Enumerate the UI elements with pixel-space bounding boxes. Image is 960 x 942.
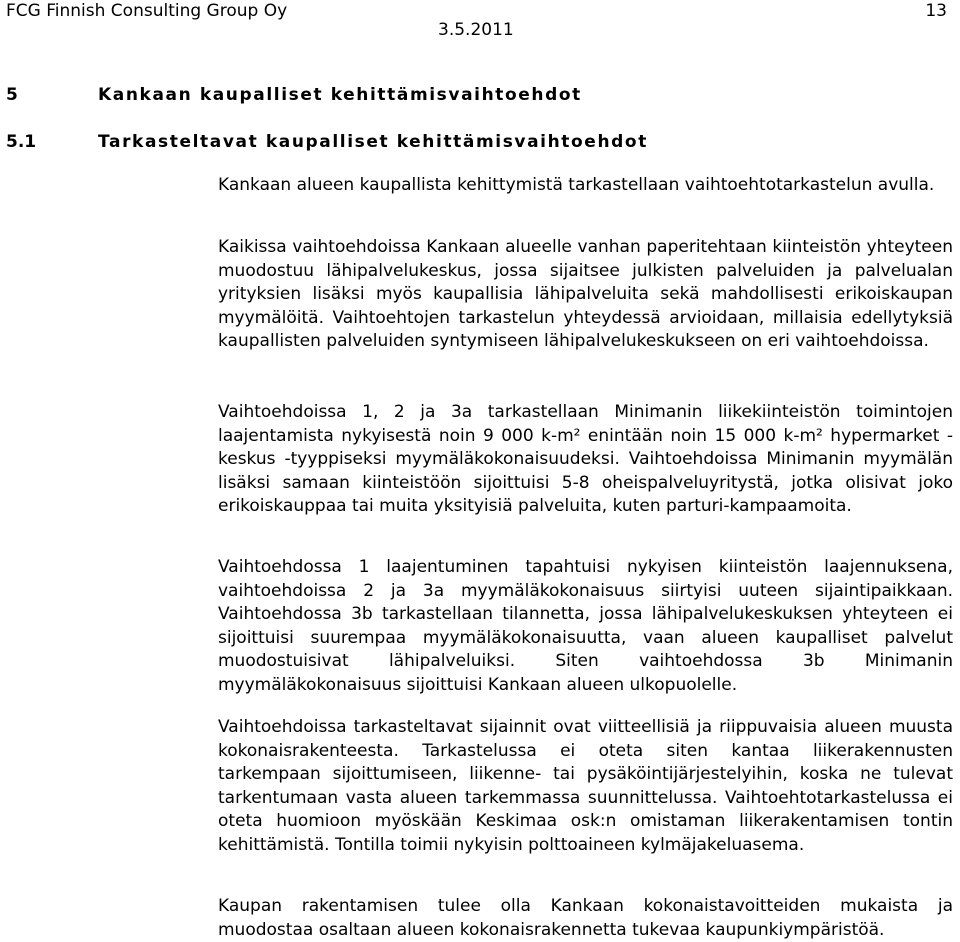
section-title: Kankaan kaupalliset kehittämisvaihtoehdot [98, 85, 582, 105]
paragraph-4 [218, 556, 953, 698]
paragraph-text: Vaihtoehdossa 1 laajentuminen tapahtuisi nykyisen kiinteistön laajennuksena, vaihtoehdoissa 2 ja 3a myymäläkokonaisuus siirtyisi uuteen sijaintipaikkaan. Vaihtoehdossa 3b tarkastellaan tilannetta, jossa lähipalvelukeskuksen yhteyteen ei sijoittuisi suurempaa myymäläkokonaisuutta, vaan alueen kaupalliset palvelut muodostuisivat lähipalveluiksi. Siten vaihtoehdossa 3b Minimanin myymäläkokonaisuus sijoittuisi Kankaan alueen ulkopuolelle. [218, 557, 953, 695]
subsection-title: Tarkasteltavat kaupalliset kehittämisvaihtoehdot [98, 132, 648, 152]
header-date: 3.5.2011 [438, 20, 514, 40]
paragraph-text: Kaupan rakentamisen tulee olla Kankaan kokonaistavoitteiden mukaista ja muodostaa osaltaan alueen kokonaisrakennetta tukevaa kaupunkiympäristöä. [218, 896, 953, 940]
subsection-heading [6, 131, 648, 153]
paragraph-text: Kankaan alueen kaupallista kehittymistä tarkastellaan vaihtoehtotarkastelun avulla. [218, 175, 935, 195]
section-number: 5 [6, 85, 18, 105]
section-heading [6, 84, 582, 106]
paragraph-text: Kaikissa vaihtoehdoissa Kankaan alueelle vanhan paperitehtaan kiinteistön yhteyteen muodostuu lähipalvelukeskus, jossa sijaitsee julkisten palveluiden ja palvelualan yrityksien lisäksi myös kaupallisia lähipalveluita sekä mahdollisesti erikoiskaupan myymälöitä. Vaihtoehtojen tarkastelun yhteydessä arvioidaan, millaisia edellytyksiä kaupallisten palveluiden syntymiseen lähipalvelukeskukseen on eri vaihtoehdoissa. [218, 237, 953, 352]
paragraph-6 [218, 895, 953, 942]
paragraph-text: Vaihtoehdoissa 1, 2 ja 3a tarkastellaan Minimanin liikekiinteistön toimintojen laajentamista nykyisestä noin 9 000 k-m² enintään noin 15 000 k-m² hypermarket -keskus -tyyppiseksi myymäläkokonaisuudeksi. Vaihtoehdoissa Minimanin myymälän lisäksi samaan kiinteistöön sijoittuisi 5-8 oheispalveluyritystä, jotka olisivat joko erikoiskauppaa tai muita yksityisiä palveluita, kuten parturi-kampaamoita. [218, 402, 953, 517]
header-company: FCG Finnish Consulting Group Oy [6, 1, 288, 21]
paragraph-5 [218, 716, 953, 858]
paragraph-3 [218, 401, 953, 519]
paragraph-1 [218, 174, 953, 198]
page-number: 13 [925, 1, 947, 21]
paragraph-2 [218, 236, 953, 354]
subsection-number: 5.1 [6, 132, 37, 152]
paragraph-text: Vaihtoehdoissa tarkasteltavat sijainnit ovat viitteellisiä ja riippuvaisia alueen muusta kokonaisrakenteesta. Tarkastelussa ei oteta siten kantaa liikerakennusten tarkempaan sijoittumiseen, liikenne- tai pysäköintijärjestelyihin, koska ne tulevat tarkentumaan vasta alueen tarkemmassa suunnittelussa. Vaihtoehtotarkastelussa ei oteta huomioon myöskään Keskimaa osk:n omistaman liikerakentamisen tontin kehittämistä. Tontilla toimii nykyisin polttoaineen kylmäjakeluasema. [218, 717, 953, 855]
